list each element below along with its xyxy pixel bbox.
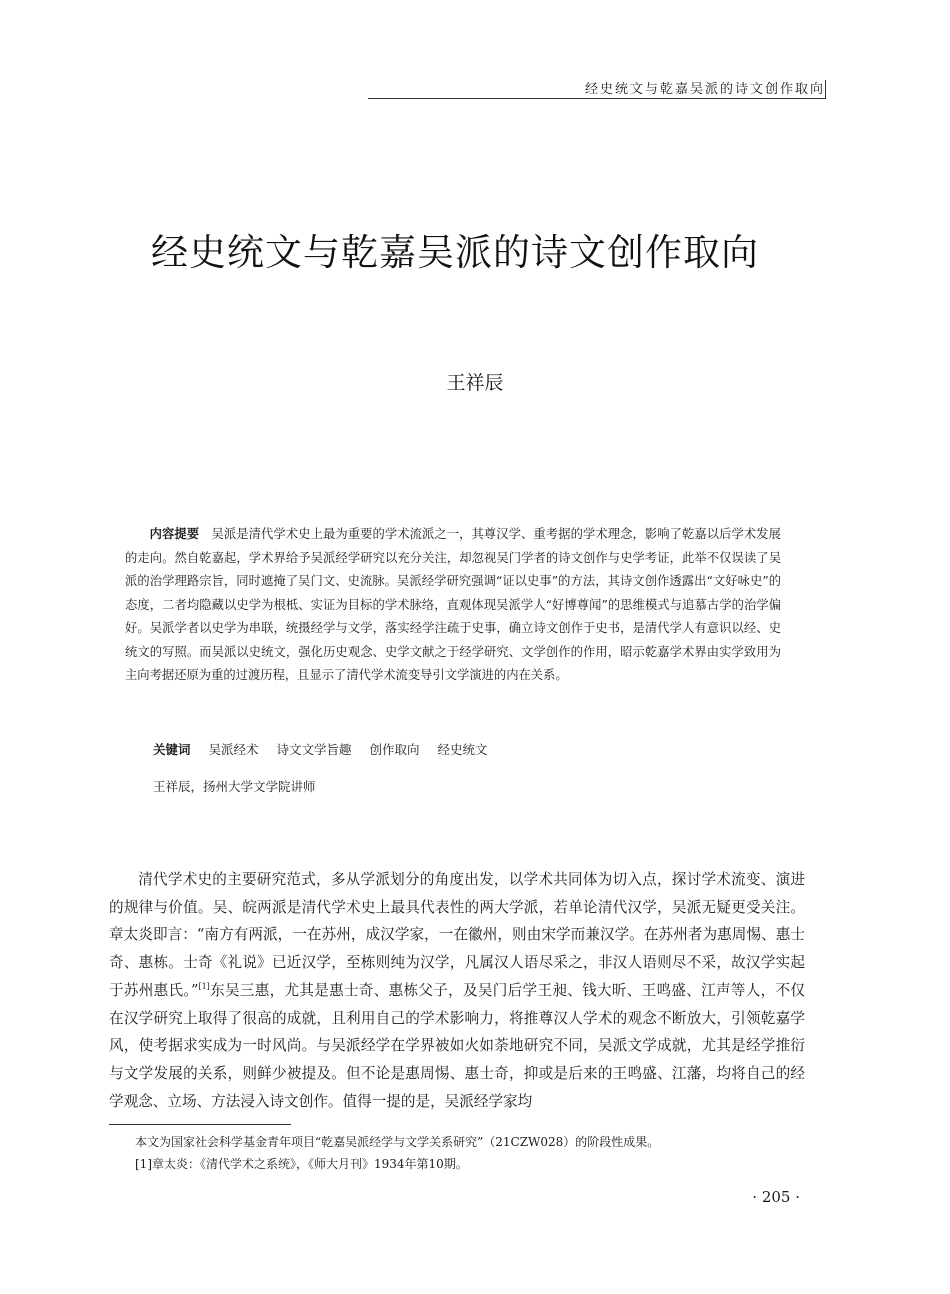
body-text-part-1: 清代学术史的主要研究范式，多从学派划分的角度出发，以学术共同体为切入点，探讨学术流变、演进的规律与价值。吴、皖两派是清代学术史上最具代表性的两大学派，若单论清代汉学，吴派无疑更受关注。章太炎即言：“南方有两派，一在苏州，成汉学家，一在徽州，则由宋学而兼汉学。在苏州者为惠周惕、惠士奇、惠栋。士奇《礼说》已近汉学，至栋则纯为汉学，凡属汉人语尽采之，非汉人语则尽不采，故汉学实起于苏州惠氏。” xyxy=(109,871,805,999)
keywords xyxy=(153,740,488,758)
footnote-funding: 本文为国家社会科学基金青年项目“乾嘉吴派经学与文学关系研究”（21CZW028）的阶段性成果。 xyxy=(135,1135,660,1149)
page-title: 经史统文与乾嘉吴派的诗文创作取向 xyxy=(151,231,759,274)
abstract-text: 吴派是清代学术史上最为重要的学术流派之一，其尊汉学、重考据的学术理念，影响了乾嘉以后学术发展的走向。然自乾嘉起，学术界给予吴派经学研究以充分关注，却忽视吴门学者的诗文创作与史学考证，此举不仅误读了吴派的治学理路宗旨，同时遮掩了吴门文、史流脉。吴派经学研究强调“证以史事”的方法，其诗文创作透露出“文好咏史”的态度，二者均隐藏以史学为根柢、实证为目标的学术脉络，直观体现吴派学人“好博尊闻”的思维模式与追慕古学的治学偏好。吴派学者以史学为串联，统摄经学与文学，落实经学注疏于史事，确立诗文创作于史书，是清代学人有意识以经、史统文的写照。而吴派以史统文，强化历史观念、史学文献之于经学研究、文学创作的作用，昭示乾嘉学术界由实学致用为主向考据还原为重的过渡历程，且显示了清代学术流变导引文学演进的内在关系。 xyxy=(125,527,781,682)
author-name: 王祥辰 xyxy=(446,372,504,394)
keywords-label: 关键词 xyxy=(153,742,191,757)
body-text-part-2: 东吴三惠，尤其是惠士奇、惠栋父子，及吴门后学王昶、钱大昕、王鸣盛、江声等人，不仅在汉学研究上取得了很高的成就，且利用自己的学术影响力，将推尊汉人学术的观念不断放大，引领乾嘉学风，使考据求实成为一时风尚。与吴派经学在学界被如火如荼地研究不同，吴派文学成就，尤其是经学推衍与文学发展的关系，则鲜少被提及。但不论是惠周惕、惠士奇，抑或是后来的王鸣盛、江藩，均将自己的经学观念、立场、方法浸入诗文创作。值得一提的是，吴派经学家均 xyxy=(109,981,805,1110)
page-number: · 205 · xyxy=(752,1188,800,1206)
keyword-item: 吴派经术 xyxy=(208,742,259,757)
running-head-rule xyxy=(368,98,826,99)
footnotes xyxy=(135,1131,795,1175)
author-affiliation: 王祥辰，扬州大学文学院讲师 xyxy=(153,779,316,794)
keyword-item: 经史统文 xyxy=(437,742,488,757)
abstract-label: 内容提要 xyxy=(149,527,200,541)
footnote-1: [1]章太炎：《清代学术之系统》，《师大月刊》1934年第10期。 xyxy=(135,1157,468,1171)
running-head: 经史统文与乾嘉吴派的诗文创作取向 xyxy=(584,82,825,97)
body-paragraph xyxy=(109,866,805,1115)
running-head-rule-end xyxy=(825,80,826,99)
footnote-reference[interactable]: [1] xyxy=(198,981,210,991)
abstract xyxy=(125,523,781,688)
keyword-item: 创作取向 xyxy=(369,742,420,757)
footnote-divider xyxy=(109,1124,291,1125)
keyword-item: 诗文文学旨趣 xyxy=(276,742,352,757)
